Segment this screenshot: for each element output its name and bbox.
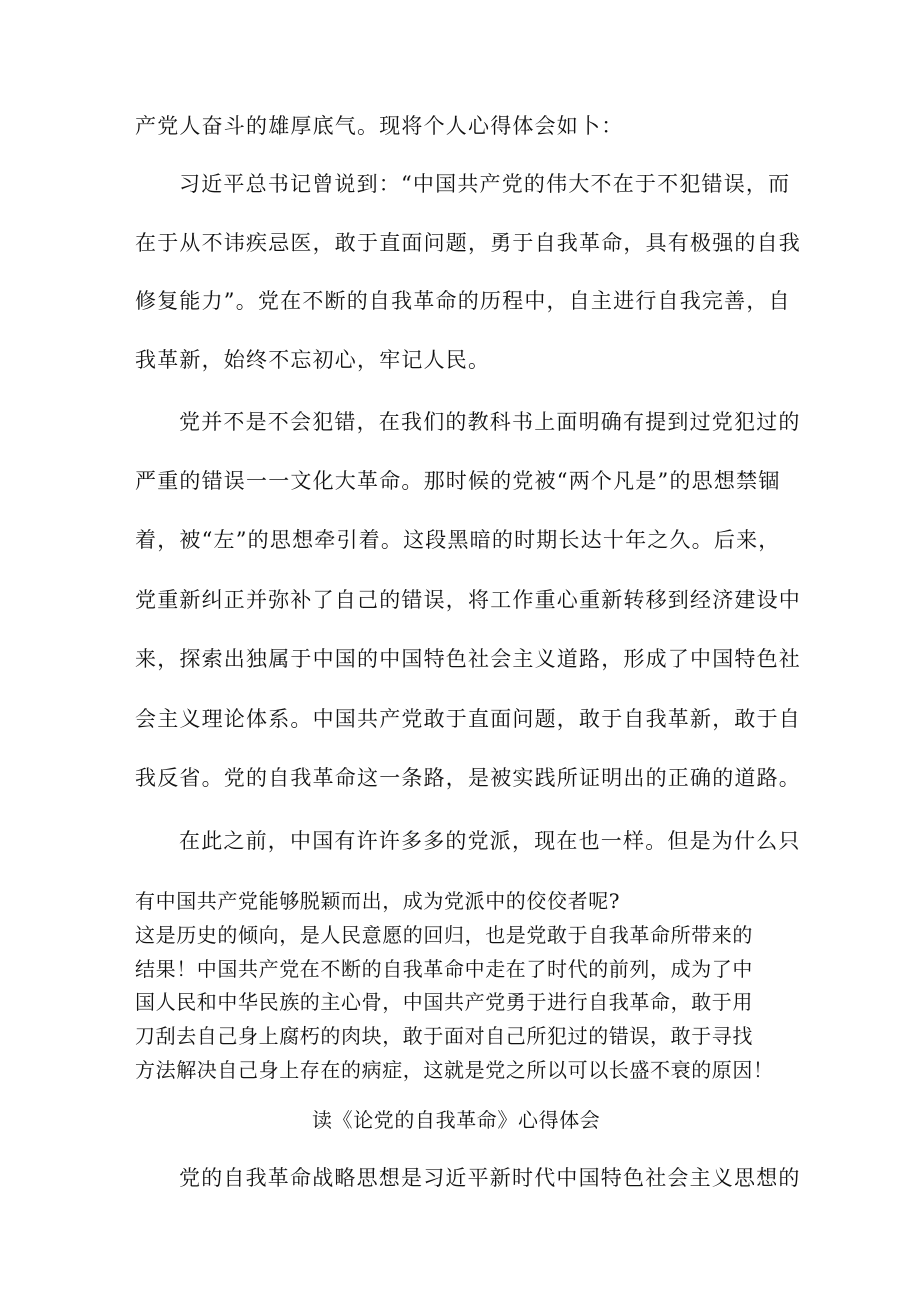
text-line: 方法解决自己身上存在的病症，这就是党之所以可以长盛不衰的原因！	[135, 1058, 774, 1082]
section-title: 读《论党的自我革命》心得体会	[312, 1108, 601, 1132]
text-line: 我革新，始终不忘初心，牢记人民。	[135, 348, 491, 372]
text-line: 着，被“左”的思想牵引着。这段黑暗的时期长达十年之久。后来，	[135, 528, 781, 552]
text-line: 会主义理论体系。中国共产党敢于直面问题，敢于自我革新，敢于自	[135, 707, 801, 731]
text-line: 党并不是不会犯错，在我们的教科书上面明确有提到过党犯过的	[179, 410, 801, 434]
text-line: 结果！中国共产党在不断的自我革命中走在了时代的前列，成为了中	[135, 957, 753, 981]
text-line: 来，探索出独属于中国的中国特色社会主义道路，形成了中国特色社	[135, 647, 801, 671]
text-line: 党重新纠正并弥补了自己的错误，将工作重心重新转移到经济建设中	[135, 588, 801, 612]
text-line: 刀刮去自己身上腐朽的肉块，敢于面对自己所犯过的错误，敢于寻找	[135, 1024, 753, 1048]
text-line: 修复能力”。党在不断的自我革命的历程中，自主进行自我完善，自	[135, 289, 791, 313]
text-line: 习近平总书记曾说到：“中国共产党的伟大不在于不犯错误，而	[179, 172, 791, 196]
text-line: 国人民和中华民族的主心骨，中国共产党勇于进行自我革命，敢于用	[135, 990, 753, 1014]
text-line: 党的自我革命战略思想是习近平新时代中国特色社会主义思想的	[179, 1166, 801, 1190]
text-line: 有中国共产党能够脱颖而出，成为党派中的佼佼者呢?	[135, 889, 621, 913]
text-line: 严重的错误一一文化大革命。那时候的党被“两个凡是”的思想禁锢	[135, 469, 781, 493]
text-line: 产党人奋斗的雄厚底气。现将个人心得体会如卜：	[135, 114, 624, 138]
text-line: 我反省。党的自我革命这一条路，是被实践所证明出的正确的道路。	[135, 766, 801, 790]
text-line: 这是历史的倾向，是人民意愿的回归，也是党敢于自我革命所带来的	[135, 923, 753, 947]
text-line: 在此之前，中国有许许多多的党派，现在也一样。但是为什么只	[179, 829, 801, 853]
text-line: 在于从不讳疾忌医，敢于直面问题，勇于自我革命，具有极强的自我	[135, 231, 801, 255]
